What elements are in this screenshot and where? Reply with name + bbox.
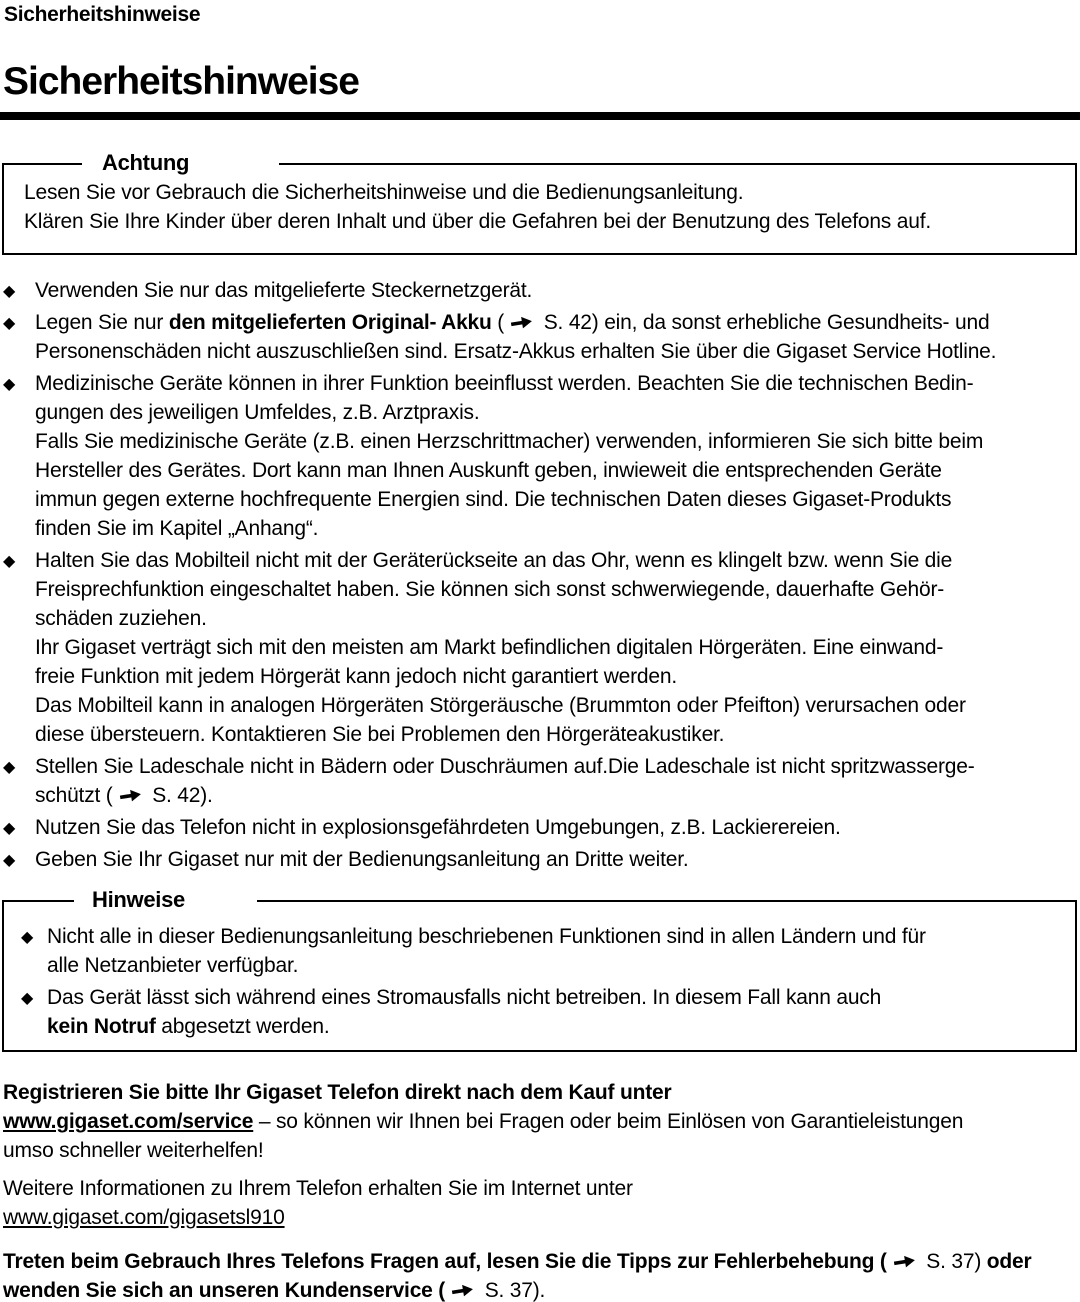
url-link[interactable]: www.gigaset.com/service [3,1110,254,1133]
running-header: Sicherheitshinweise [4,3,201,26]
text-segment: Geben Sie Ihr Gigaset nur mit der Bedienungsanleitung an Dritte weiter. [35,848,689,871]
diamond-bullet-icon: ◆ [3,551,16,570]
text-line [35,514,983,543]
text-segment: Registrieren Sie bitte Ihr Gigaset Telefon direkt nach dem Kauf unter [3,1081,672,1104]
text-segment: schützt ( [35,784,113,807]
warning-box-title: Achtung [82,150,279,176]
diamond-bullet-icon: ◆ [3,850,16,869]
text-segment: Treten beim Gebrauch Ihres Telefons Fragen auf, lesen Sie die Tipps zur Fehlerbehebung ( [3,1250,887,1273]
title-rule [0,112,1080,120]
page-ref-arrow-icon [893,1253,916,1270]
text-line [35,546,966,575]
text-line [35,662,966,691]
diamond-bullet-icon: ◆ [3,818,16,837]
text-line [35,337,996,366]
text-line [47,922,926,951]
page-ref-arrow-icon [510,314,533,331]
text-segment: Nicht alle in dieser Bedienungsanleitung beschriebenen Funktionen sind in allen Ländern und für [47,925,926,948]
text-segment: Das Gerät lässt sich während eines Stromausfalls nicht betreiben. In diesem Fall kann auch [47,986,882,1009]
diamond-bullet-icon: ◆ [3,757,16,776]
text-segment: kein Notruf [47,1015,156,1038]
text-segment: S. 42) ein, da sonst erhebliche Gesundheits- und [538,311,990,334]
notes-box-title: Hinweise [74,887,257,913]
text-segment: Stellen Sie Ladeschale nicht in Bädern oder Duschräumen auf.Die Ladeschale ist nicht spritzwasserge- [35,755,975,778]
notes-box [2,887,1077,1052]
list-item [0,276,1080,305]
safety-bullet-list [0,276,1080,874]
text-segment: immun gegen externe hochfrequente Energien sind. Die technischen Daten dieses Gigaset-Produkts [35,488,952,511]
list-item-text [47,922,926,980]
diamond-bullet-icon: ◆ [21,988,34,1007]
text-segment: S. 37). [479,1279,546,1302]
url-link[interactable]: www.gigaset.com/gigasetsl910 [3,1206,285,1229]
text-line [3,1136,1080,1165]
diamond-bullet-icon: ◆ [3,313,16,332]
list-item-text [35,546,966,749]
text-line [35,575,966,604]
list-item [4,983,1075,1041]
list-item-text [47,983,881,1041]
text-line [35,427,983,456]
text-line [35,398,983,427]
text-line [3,1174,1080,1203]
text-line [35,633,966,662]
text-line [24,178,1075,207]
list-item-text [35,276,532,305]
text-segment: S. 37) [920,1250,982,1273]
text-segment: Klären Sie Ihre Kinder über deren Inhalt und über die Gefahren bei der Benutzung des Telefons auf. [24,210,931,233]
list-item [0,845,1080,874]
list-item-text [35,845,689,874]
text-line [47,951,926,980]
page-ref-arrow-icon [119,787,142,804]
text-line [35,485,983,514]
text-line [47,1012,881,1041]
text-line [3,1107,1080,1136]
text-segment: schäden zuziehen. [35,607,207,630]
list-item [0,813,1080,842]
text-line [35,720,966,749]
warning-box [2,150,1077,255]
text-line [35,308,996,337]
text-line [35,752,975,781]
text-line [35,276,532,305]
text-segment: gungen des jeweiligen Umfeldes, z.B. Arztpraxis. [35,401,480,424]
diamond-bullet-icon: ◆ [3,281,16,300]
text-segment: Verwenden Sie nur das mitgelieferte Steckernetzgerät. [35,279,533,302]
register-paragraph [3,1078,1080,1165]
text-segment: Lesen Sie vor Gebrauch die Sicherheitshinweise und die Bedienungsanleitung. [24,181,744,204]
page-ref-arrow-icon [451,1282,474,1299]
support-paragraph [3,1247,1080,1302]
text-line [3,1203,1080,1232]
text-segment: Personenschäden nicht auszuschließen sind. Ersatz-Akkus erhalten Sie über die Gigaset Service Hotline. [35,340,997,363]
text-segment: Freisprechfunktion eingeschaltet haben. Sie können sich sonst schwerwiegende, dauerhafte Gehör- [35,578,945,601]
text-line [3,1078,1080,1107]
text-line [3,1247,1080,1276]
text-segment: Legen Sie nur [35,311,169,334]
text-segment: Falls Sie medizinische Geräte (z.B. einen Herzschrittmacher) verwenden, informieren Sie sich bitte beim [35,430,984,453]
text-line [35,813,841,842]
text-segment: Medizinische Geräte können in ihrer Funktion beeinflusst werden. Beachten Sie die technischen Bedin- [35,372,974,395]
text-line [35,369,983,398]
text-line [3,1276,1080,1302]
text-segment: den mitgelieferten Original- Akku [168,311,492,334]
diamond-bullet-icon: ◆ [3,374,16,393]
list-item-text [35,369,983,543]
list-item [4,922,1075,980]
text-segment: diese übersteuern. Kontaktieren Sie bei Problemen den Hörgeräteakustiker. [35,723,725,746]
text-segment: ( [491,311,505,334]
text-line [24,207,1075,236]
list-item-text [35,813,841,842]
text-segment: freie Funktion mit jedem Hörgerät kann jedoch nicht garantiert werden. [35,665,678,688]
list-item [0,308,1080,366]
text-segment: abgesetzt werden. [155,1015,330,1038]
text-segment: S. 42). [146,784,213,807]
text-line [35,781,975,810]
list-item [0,546,1080,749]
text-line [35,845,689,874]
text-segment: umso schneller weiterhelfen! [3,1139,264,1162]
text-segment: Hersteller des Gerätes. Dort kann man Ihnen Auskunft geben, inwieweit die entsprechenden Geräte [35,459,942,482]
text-segment: Ihr Gigaset verträgt sich mit den meisten am Markt befindlichen digitalen Hörgeräten. Eine einwand- [35,636,944,659]
text-line [47,983,881,1012]
text-segment: Halten Sie das Mobilteil nicht mit der Geräterückseite an das Ohr, wenn es klingelt bzw. wenn Sie die [35,549,953,572]
text-segment: Nutzen Sie das Telefon nicht in explosionsgefährdeten Umgebungen, z.B. Lackierereien. [35,816,841,839]
notes-box-body [4,902,1075,1041]
list-item-text [35,308,996,366]
text-segment: alle Netzanbieter verfügbar. [47,954,299,977]
text-segment: – so können wir Ihnen bei Fragen oder beim Einlösen von Garantieleistungen [253,1110,964,1133]
diamond-bullet-icon: ◆ [21,927,34,946]
text-segment: finden Sie im Kapitel „Anhang“. [35,517,319,540]
text-segment: Das Mobilteil kann in analogen Hörgeräten Störgeräusche (Brummton oder Pfeifton) verursachen oder [35,694,966,717]
text-segment: oder [981,1250,1032,1273]
page-title: Sicherheitshinweise [3,60,359,103]
text-line [35,691,966,720]
text-line [35,604,966,633]
text-segment: Weitere Informationen zu Ihrem Telefon erhalten Sie im Internet unter [3,1177,633,1200]
more-info-paragraph [3,1174,1080,1232]
text-line [35,456,983,485]
list-item [0,369,1080,543]
list-item-text [35,752,975,810]
list-item [0,752,1080,810]
text-segment: wenden Sie sich an unseren Kundenservice ( [3,1279,446,1302]
